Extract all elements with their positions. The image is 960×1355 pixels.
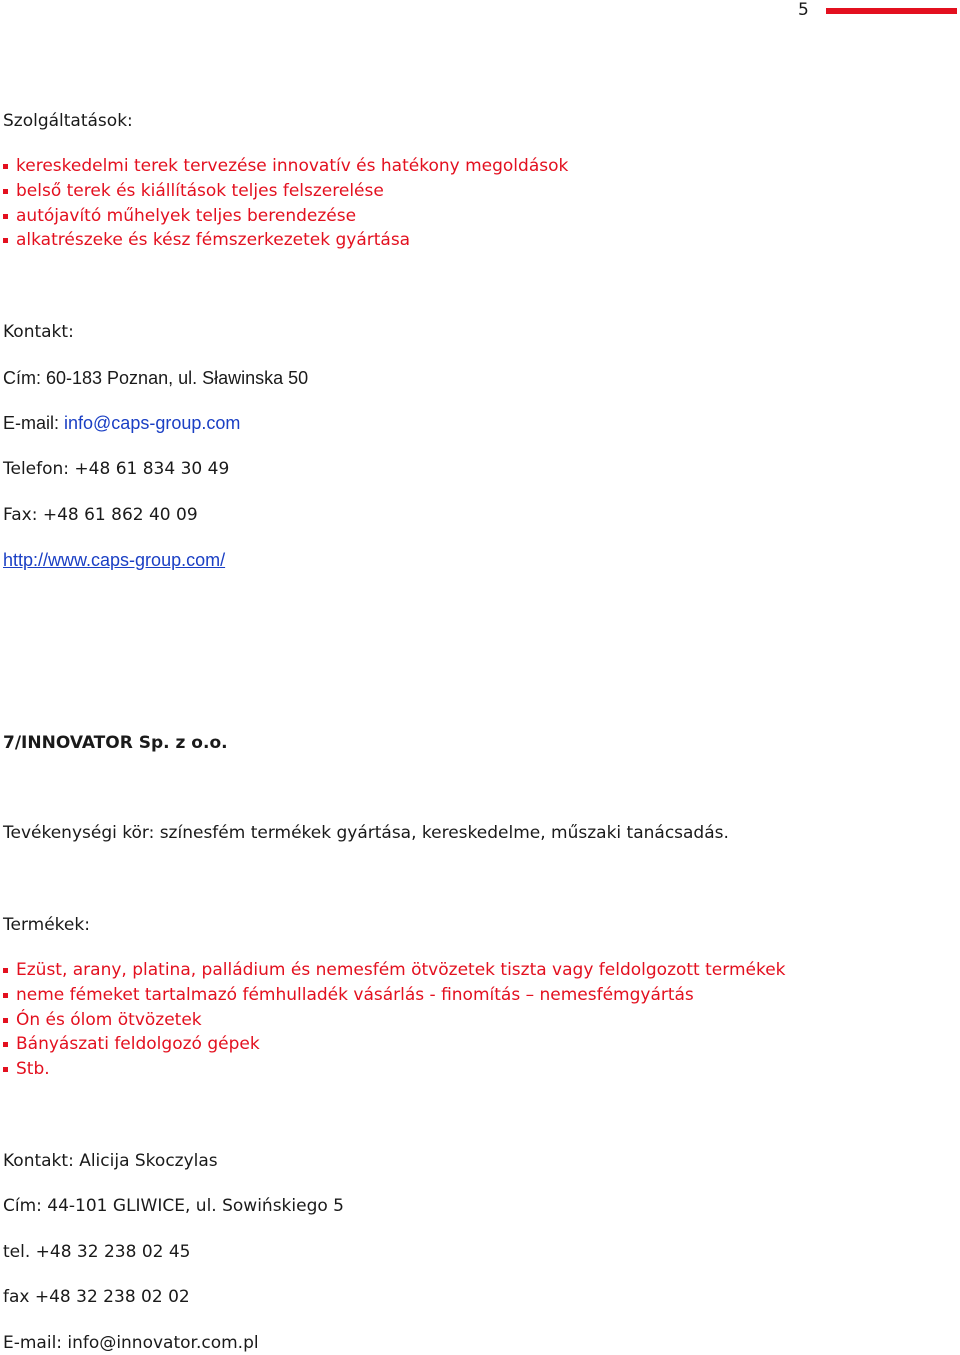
products-heading: Termékek: xyxy=(3,915,90,935)
product-item-text: Ezüst, arany, platina, palládium és nemesfém ötvözetek tiszta vagy feldolgozott termékek xyxy=(16,960,786,980)
product-item xyxy=(3,958,786,983)
service-item xyxy=(3,204,568,229)
product-item-text: Bányászati feldolgozó gépek xyxy=(16,1034,260,1055)
service-item xyxy=(3,179,568,204)
address-line: Cím: 60-183 Poznan, ul. Sławinska 50 xyxy=(3,368,309,388)
bullet-square-icon xyxy=(3,1018,8,1023)
service-item-text: belső terek és kiállítások teljes felszerelése xyxy=(16,180,384,201)
product-item xyxy=(3,1008,786,1033)
service-item-text: autójavító műhelyek teljes berendezése xyxy=(16,205,357,226)
phone-line: Telefon: +48 61 834 30 49 xyxy=(3,459,230,479)
product-item xyxy=(3,1032,786,1057)
contact-person: Kontakt: Alicija Skoczylas xyxy=(3,1151,218,1171)
email-line xyxy=(3,411,240,435)
product-item xyxy=(3,1057,786,1082)
product-item-text: neme fémeket tartalmazó fémhulladék vásárlás - finomítás – nemesfémgyártás xyxy=(16,984,694,1005)
website-link[interactable]: http://www.caps-group.com/ xyxy=(3,550,226,570)
email-link[interactable]: info@caps-group.com xyxy=(64,413,241,433)
address-line-2: Cím: 44-101 GLIWICE, ul. Sowińskiego 5 xyxy=(3,1196,344,1216)
services-list xyxy=(3,154,568,253)
service-item xyxy=(3,228,568,253)
page-number: 5 xyxy=(798,0,809,20)
email-label: E-mail: xyxy=(3,413,65,433)
product-item xyxy=(3,983,786,1008)
bullet-square-icon xyxy=(3,164,8,169)
bullet-square-icon xyxy=(3,993,8,998)
bullet-square-icon xyxy=(3,968,8,973)
fax-line-2: fax +48 32 238 02 02 xyxy=(3,1287,190,1307)
bullet-square-icon xyxy=(3,1042,8,1047)
bullet-square-icon xyxy=(3,238,8,243)
fax-line: Fax: +48 61 862 40 09 xyxy=(3,505,198,525)
bullet-square-icon xyxy=(3,1067,8,1072)
product-item-text: Ón és ólom ötvözetek xyxy=(16,1009,202,1030)
service-item-text: kereskedelmi terek tervezése innovatív és hatékony megoldások xyxy=(16,156,569,176)
services-heading: Szolgáltatások: xyxy=(3,111,133,131)
products-list xyxy=(3,958,786,1082)
contact-heading: Kontakt: xyxy=(3,322,74,342)
header-accent-bar xyxy=(826,8,957,14)
website-line xyxy=(3,548,225,572)
email-line-2: E-mail: info@innovator.com.pl xyxy=(3,1333,259,1353)
service-item-text: alkatrészeke és kész fémszerkezetek gyártása xyxy=(16,230,411,251)
phone-line-2: tel. +48 32 238 02 45 xyxy=(3,1242,191,1262)
bullet-square-icon xyxy=(3,214,8,219)
product-item-text: Stb. xyxy=(16,1059,50,1079)
company-name: 7/INNOVATOR Sp. z o.o. xyxy=(3,733,228,753)
service-item xyxy=(3,154,568,179)
bullet-square-icon xyxy=(3,189,8,194)
activity-line: Tevékenységi kör: színesfém termékek gyártása, kereskedelme, műszaki tanácsadás. xyxy=(3,823,729,843)
